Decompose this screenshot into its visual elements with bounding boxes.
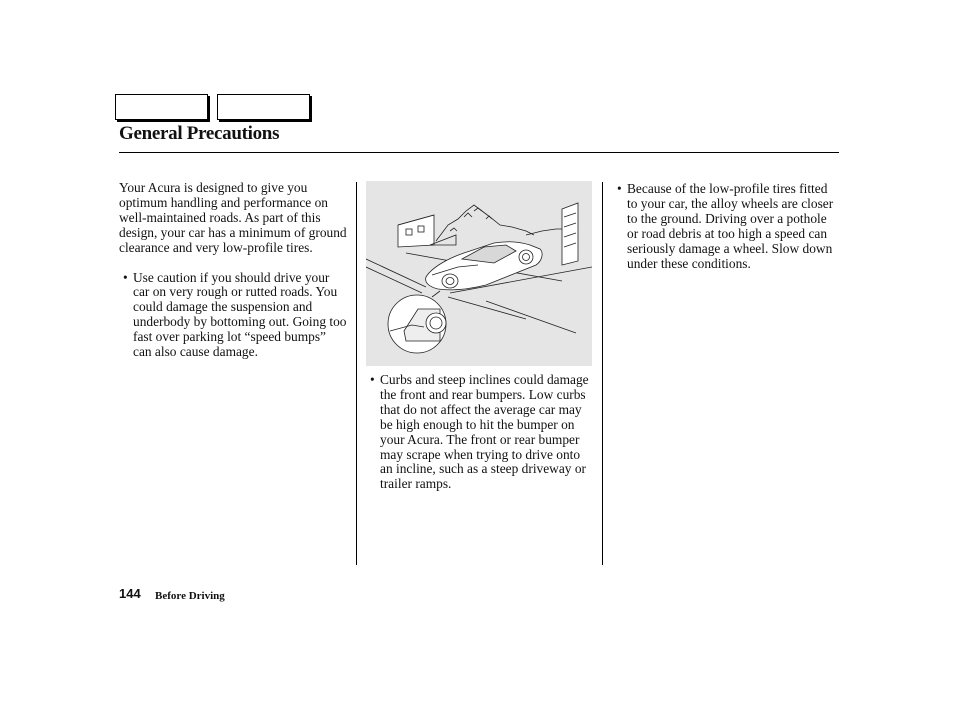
nav-tab-box-1 [115,94,208,120]
bullet-item-curbs [366,373,594,492]
bullet-dot: • [123,269,128,285]
title-rule [119,152,839,153]
column-divider-2 [602,182,603,565]
section-label: Before Driving [155,590,225,602]
illustration-svg [366,181,592,366]
column-3 [613,182,841,271]
page-number: 144 [119,586,141,601]
column-1 [119,181,347,360]
intro-paragraph: Your Acura is designed to give you optimum handling and performance on well-maintained roads. As part of this design, your car has a minimum of ground clearance and very low-profile tires. [119,180,347,255]
column-2 [366,373,594,492]
page-title: General Precautions [119,123,280,144]
bullet-text: Because of the low-profile tires fitted to your car, the alloy wheels are closer to the ground. Driving over a pothole or road debris at too high a speed can seriously damage a wheel. Slow down under these conditions. [627,181,834,271]
bullet-text: Use caution if you should drive your car on very rough or rutted roads. You could damage the suspension and underbody by bottoming out. Going too fast over parking lot “speed bumps” can also cause damage. [133,269,347,360]
bullet-item-low-profile-tires [613,182,841,271]
bullet-text: Curbs and steep inclines could damage the front and rear bumpers. Low curbs that do not affect the average car may be high enough to hit the bumper on your Acura. The front or rear bumper may scrape when trying to drive onto an incline, such as a steep driveway or trailer ramps. [380,372,589,492]
nav-tab-box-2 [217,94,310,120]
bullet-item-rough-roads [119,271,347,360]
bullet-dot: • [370,372,375,387]
car-near-curb-illustration [366,181,592,366]
bullet-dot: • [617,181,622,196]
column-divider-1 [356,182,357,565]
